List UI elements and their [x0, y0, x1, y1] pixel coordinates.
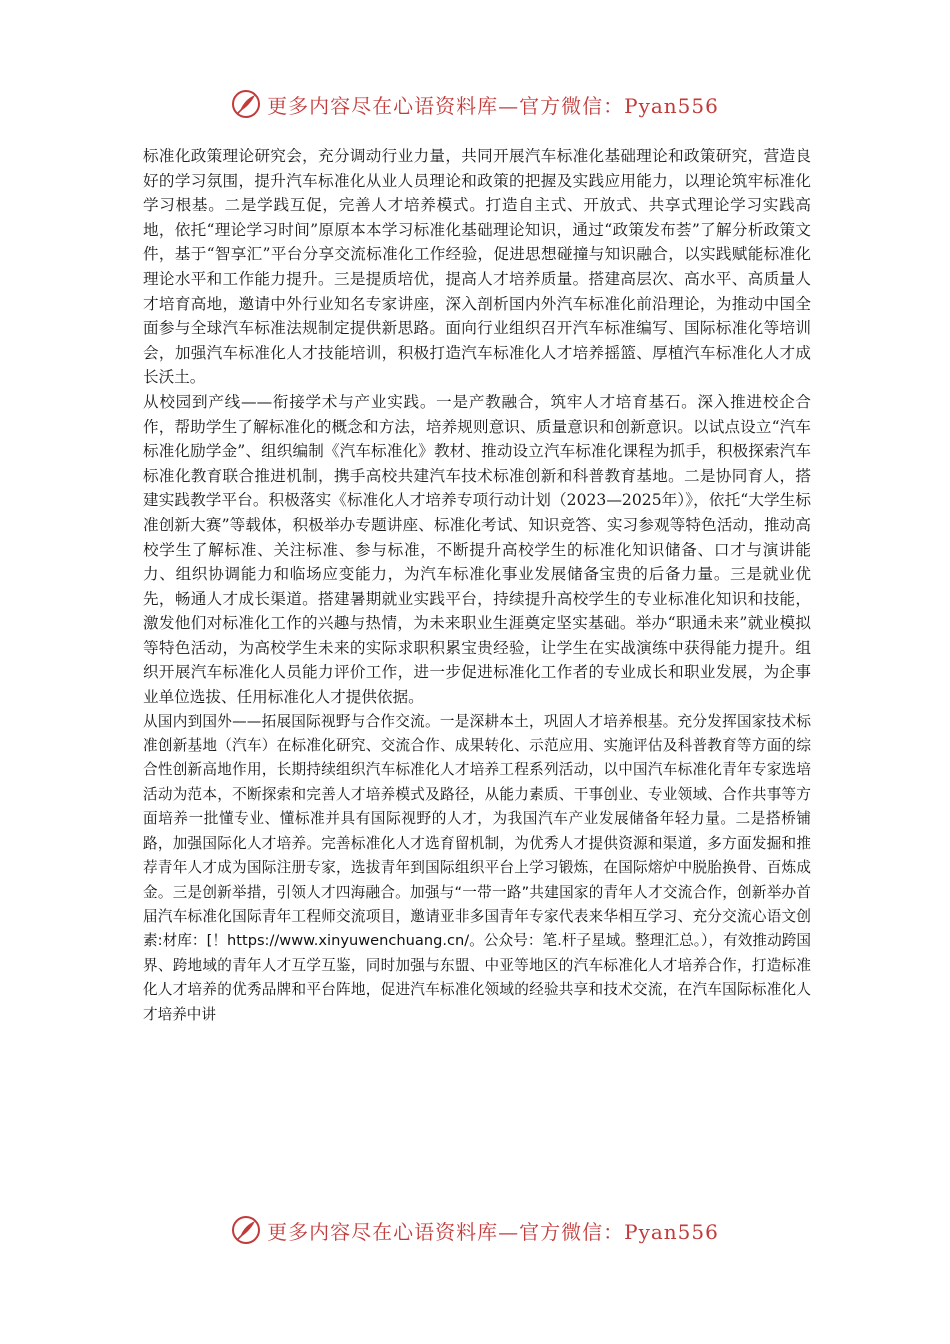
feather-pen-logo-icon: [231, 89, 261, 119]
paragraph-talent-training-theory: 标准化政策理论研究会，充分调动行业力量，共同开展汽车标准化基础理论和政策研究，营造良好的学习氛围，提升汽车标准化从业人员理论和政策的把握及实践应用能力，以理论筑牢标准化学习根基。二是学践互促，完善人才培养模式。打造自主式、开放式、共享式理论学习实践高地，依托“理论学习时间”原原本本学习标准化基础理论知识，通过“政策发布荟”了解分析政策文件，基于“智享汇”平台分享交流标准化工作经验，促进思想碰撞与知识融合，以实践赋能标准化理论水平和工作能力提升。三是提质培优，提高人才培养质量。搭建高层次、高水平、高质量人才培育高地，邀请中外行业知名专家讲座，深入剖析国内外汽车标准化前沿理论，为推动中国全面参与全球汽车标准法规制定提供新思路。面向行业组织召开汽车标准编写、国际标准化等培训会，加强汽车标准化人才技能培训，积极打造汽车标准化人才培养摇篮、厚植汽车标准化人才成长沃土。: [143, 147, 811, 387]
feather-pen-logo-icon: [231, 1215, 261, 1245]
header-banner: [0, 84, 950, 124]
paragraph-campus-to-production: 从校园到产线——衔接学术与产业实践。一是产教融合，筑牢人才培育基石。深入推进校企合作，帮助学生了解标准化的概念和方法，培养规则意识、质量意识和创新意识。以试点设立“汽车标准化励学金”、组织编制《汽车标准化》教材、推动设立汽车标准化课程为抓手，积极探索汽车标准化教育联合推进机制，携手高校共建汽车技术标准创新和科普教育基地。二是协同育人，搭建实践教学平台。积极落实《标准化人才培养专项行动计划（2023—2025年）》，依托“大学生标准创新大赛”等载体，积极举办专题讲座、标准化考试、知识竞答、实习参观等特色活动，推动高校学生了解标准、关注标准、参与标准，不断提升高校学生的标准化知识储备、口才与演讲能力、组织协调能力和临场应变能力，为汽车标准化事业发展储备宝贵的后备力量。三是就业优先，畅通人才成长渠道。搭建暑期就业实践平台，持续提升高校学生的专业标准化知识和技能，激发他们对标准化工作的兴趣与热情，为未来职业生涯奠定坚实基础。举办“职通未来”就业模拟等特色活动，为高校学生未来的实际求职积累宝贵经验，让学生在实战演练中获得能力提升。组织开展汽车标准化人员能力评价工作，进一步促进标准化工作者的专业成长和职业发展，为企事业单位选拔、任用标准化人才提供依据。: [143, 392, 811, 707]
header-banner-text: 更多内容尽在心语资料库—官方微信：Pyan556: [267, 93, 719, 118]
footer-banner: [0, 1210, 950, 1250]
footer-banner-text: 更多内容尽在心语资料库—官方微信：Pyan556: [267, 1219, 719, 1244]
paragraph-domestic-to-international: 从国内到国外——拓展国际视野与合作交流。一是深耕本土，巩固人才培养根基。充分发挥国家技术标准创新基地（汽车）在标准化研究、交流合作、成果转化、示范应用、实施评估及科普教育等方面的综合性创新高地作用，长期持续组织汽车标准化人才培养工程系列活动，以中国汽车标准化青年专家选培活动为范本，不断探索和完善人才培养模式及路径，从能力素质、干事创业、专业领域、合作共事等方面培养一批懂专业、懂标准并具有国际视野的人才，为我国汽车产业发展储备年轻力量。二是搭桥铺路，加强国际化人才培养。完善标准化人才选育留机制，为优秀人才提供资源和渠道，多方面发掘和推荐青年人才成为国际注册专家，选拔青年到国际组织平台上学习锻炼，在国际熔炉中脱胎换骨、百炼成金。三是创新举措，引领人才四海融合。加强与“一带一路”共建国家的青年人才交流合作，创新举办首届汽车标准化国际青年工程师交流项目，邀请亚非多国青年专家代表来华相互学习、充分交流心语文创素:材库：[！https://www.xinyuwenchuang.cn/。公众号：笔.杆子星域。整理汇总。），有效推动跨国界、跨地域的青年人才互学互鉴，同时加强与东盟、中亚等地区的汽车标准化人才培养合作，打造标准化人才培养的优秀品牌和平台阵地，促进汽车标准化领域的经验共享和技术交流，在汽车国际标准化人才培养中讲: [143, 712, 811, 1023]
document-body: [143, 144, 811, 1027]
